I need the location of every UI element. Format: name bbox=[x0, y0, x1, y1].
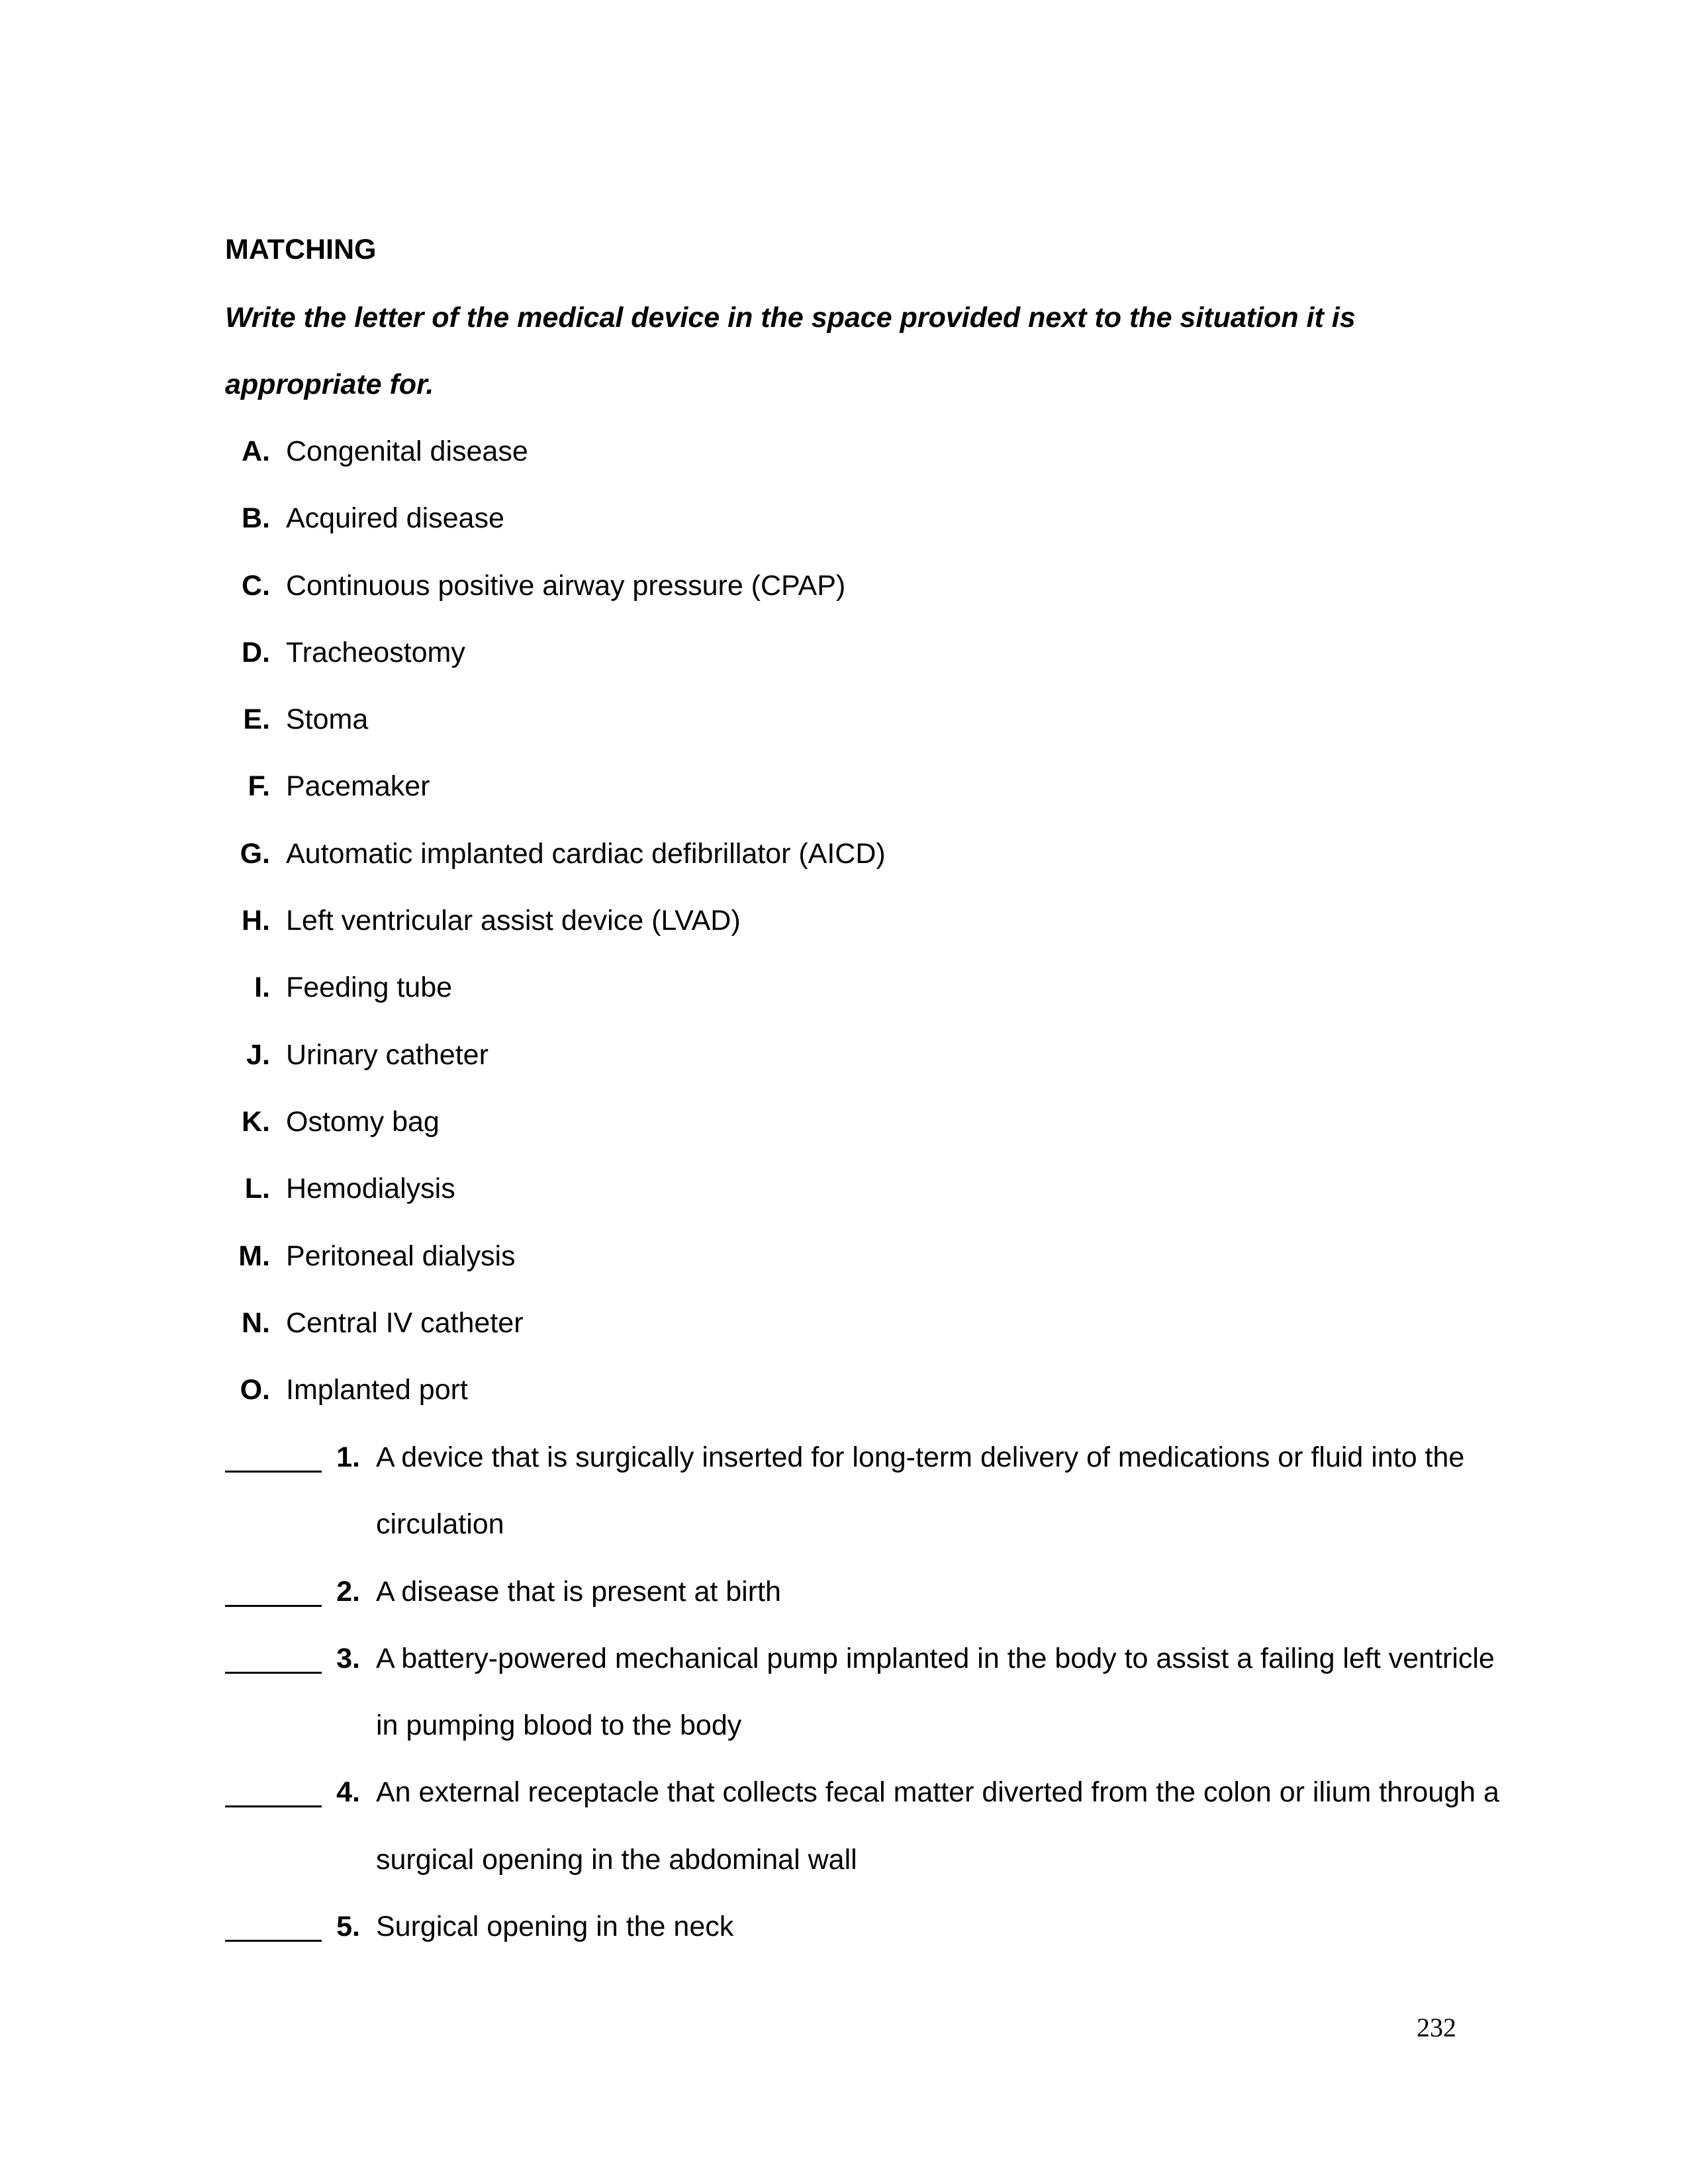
question-text: A disease that is present at birth bbox=[376, 1575, 781, 1608]
questions-list bbox=[225, 1424, 1509, 1960]
question-4 bbox=[225, 1759, 1509, 1893]
question-number: 3. bbox=[336, 1642, 360, 1674]
page-number: 232 bbox=[1417, 2013, 1456, 2042]
option-text: Implanted port bbox=[286, 1374, 468, 1406]
option-l bbox=[225, 1156, 1483, 1222]
option-text: Continuous positive airway pressure (CPAP) bbox=[286, 569, 846, 602]
option-g bbox=[225, 821, 1483, 887]
answer-options-list bbox=[225, 418, 1483, 1424]
option-b bbox=[225, 485, 1483, 552]
option-letter: O. bbox=[240, 1374, 270, 1406]
option-letter: F. bbox=[248, 770, 270, 803]
question-1 bbox=[225, 1424, 1509, 1559]
option-letter: C. bbox=[242, 569, 270, 602]
option-text: Feeding tube bbox=[286, 972, 453, 1004]
option-n bbox=[225, 1290, 1483, 1357]
option-text: Automatic implanted cardiac defibrillator (AICD) bbox=[286, 837, 886, 870]
option-j bbox=[225, 1022, 1483, 1089]
option-f bbox=[225, 753, 1483, 820]
option-k bbox=[225, 1089, 1483, 1156]
option-a bbox=[225, 418, 1483, 485]
instructions-line-2: appropriate for. bbox=[225, 369, 434, 400]
option-d bbox=[225, 619, 1483, 686]
section-heading: MATCHING bbox=[225, 234, 377, 265]
question-number: 4. bbox=[336, 1776, 360, 1809]
option-letter: E. bbox=[243, 704, 270, 736]
question-3 bbox=[225, 1625, 1509, 1760]
answer-blank[interactable] bbox=[225, 1559, 322, 1625]
option-i bbox=[225, 954, 1483, 1021]
option-text: Left ventricular assist device (LVAD) bbox=[286, 905, 741, 937]
option-text: Tracheostomy bbox=[286, 636, 465, 668]
question-text: Surgical opening in the neck bbox=[376, 1911, 734, 1943]
option-text: Congenital disease bbox=[286, 435, 528, 467]
question-text: A device that is surgically inserted for long-term delivery of medications or fluid into the circulation bbox=[376, 1441, 1465, 1541]
question-text: A battery-powered mechanical pump implanted in the body to assist a failing left ventricle in pumping blood to the body bbox=[376, 1642, 1495, 1742]
option-letter: I. bbox=[254, 972, 270, 1004]
option-text: Stoma bbox=[286, 704, 369, 736]
option-text: Acquired disease bbox=[286, 502, 504, 535]
question-number: 5. bbox=[336, 1911, 360, 1943]
option-text: Peritoneal dialysis bbox=[286, 1240, 516, 1272]
question-number: 2. bbox=[336, 1575, 360, 1608]
option-text: Hemodialysis bbox=[286, 1173, 455, 1205]
option-letter: L. bbox=[244, 1173, 270, 1205]
option-e bbox=[225, 686, 1483, 753]
question-text: An external receptacle that collects fecal matter diverted from the colon or ilium through a surgical opening in the abdominal wall bbox=[376, 1776, 1499, 1876]
option-letter: J. bbox=[246, 1038, 270, 1071]
option-text: Ostomy bag bbox=[286, 1105, 440, 1138]
question-2 bbox=[225, 1559, 1509, 1625]
option-text: Pacemaker bbox=[286, 770, 430, 803]
answer-blank[interactable] bbox=[225, 1424, 322, 1491]
option-letter: B. bbox=[242, 502, 270, 535]
option-text: Urinary catheter bbox=[286, 1038, 489, 1071]
option-letter: H. bbox=[242, 905, 270, 937]
answer-blank[interactable] bbox=[225, 1759, 322, 1826]
instructions-line-1: Write the letter of the medical device in the space provided next to the situation it is bbox=[225, 302, 1356, 334]
option-c bbox=[225, 553, 1483, 619]
option-letter: M. bbox=[238, 1240, 270, 1272]
option-letter: N. bbox=[242, 1306, 270, 1339]
answer-blank[interactable] bbox=[225, 1893, 322, 1960]
question-5 bbox=[225, 1893, 1509, 1960]
option-letter: K. bbox=[242, 1105, 270, 1138]
option-letter: A. bbox=[242, 435, 270, 467]
question-number: 1. bbox=[336, 1441, 360, 1473]
option-m bbox=[225, 1223, 1483, 1290]
option-letter: G. bbox=[240, 837, 270, 870]
option-o bbox=[225, 1357, 1483, 1424]
option-h bbox=[225, 887, 1483, 954]
option-letter: D. bbox=[242, 636, 270, 668]
instructions bbox=[225, 285, 1483, 418]
option-text: Central IV catheter bbox=[286, 1306, 524, 1339]
answer-blank[interactable] bbox=[225, 1625, 322, 1692]
